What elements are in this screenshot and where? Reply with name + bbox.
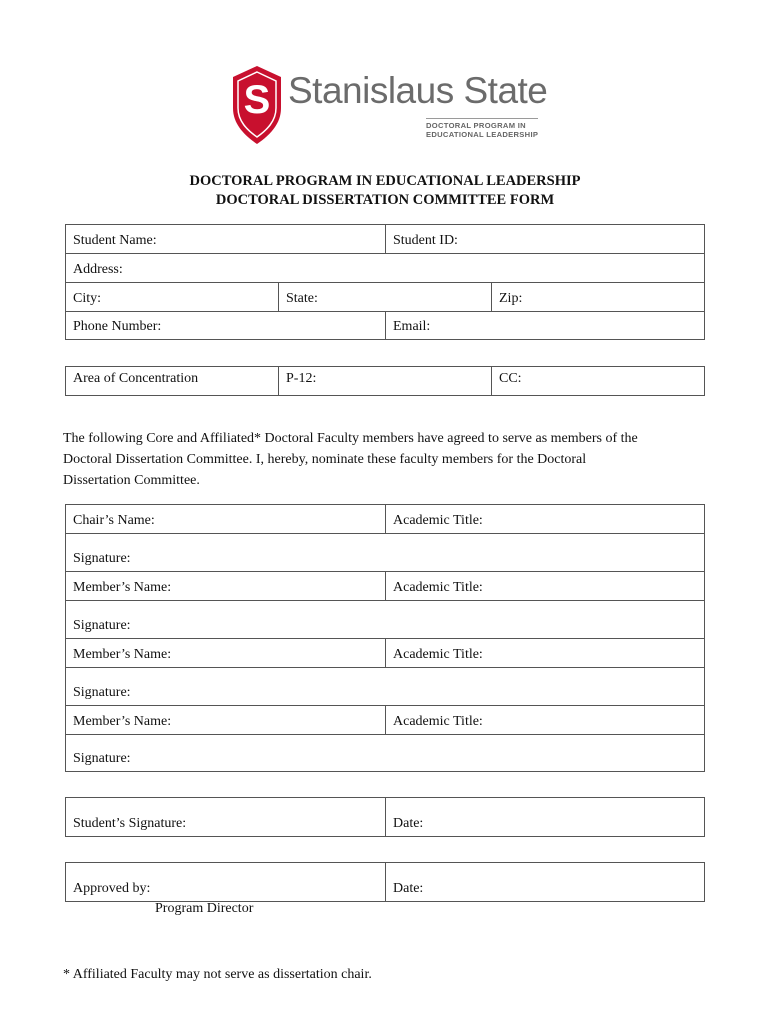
student-id-field[interactable]: Student ID: <box>386 225 704 253</box>
logo-subtitle <box>426 122 556 139</box>
logo-letter: S <box>243 78 271 122</box>
student-signature-field[interactable]: Student’s Signature: <box>66 798 386 836</box>
chair-signature-field[interactable]: Signature: <box>66 534 704 571</box>
state-field[interactable]: State: <box>279 283 492 311</box>
logo-subtitle-line2: EDUCATIONAL LEADERSHIP <box>426 129 539 139</box>
form-title <box>0 172 770 210</box>
address-field[interactable]: Address: <box>66 254 704 282</box>
student-signature-table <box>65 797 705 837</box>
approval-date-field[interactable]: Date: <box>386 863 704 901</box>
paragraph-line1: The following Core and Affiliated* Doctoral Faculty members have agreed to serve as members of the <box>63 431 638 446</box>
paragraph-line2: Doctoral Dissertation Committee. I, hereby, nominate these faculty members for the Doctoral <box>63 452 587 467</box>
city-field[interactable]: City: <box>66 283 279 311</box>
form-title-line2: DOCTORAL DISSERTATION COMMITTEE FORM <box>215 192 555 208</box>
member3-name-field[interactable]: Member’s Name: <box>66 706 386 734</box>
cc-field[interactable]: CC: <box>492 367 704 395</box>
paragraph-line3: Dissertation Committee. <box>63 473 200 488</box>
zip-field[interactable]: Zip: <box>492 283 704 311</box>
member2-signature-field[interactable]: Signature: <box>66 668 704 705</box>
form-title-line1: DOCTORAL PROGRAM IN EDUCATIONAL LEADERSHIP <box>189 173 581 189</box>
student-date-field[interactable]: Date: <box>386 798 704 836</box>
logo-subtitle-line1: DOCTORAL PROGRAM IN <box>426 121 526 130</box>
phone-field[interactable]: Phone Number: <box>66 312 386 339</box>
committee-signature-row <box>66 534 704 572</box>
committee-table <box>65 504 705 772</box>
program-director-label: Program Director <box>155 901 254 916</box>
p12-field[interactable]: P-12: <box>279 367 492 395</box>
approved-by-field[interactable]: Approved by: <box>66 863 386 901</box>
committee-signature-row <box>66 668 704 706</box>
chair-title-field[interactable]: Academic Title: <box>386 505 704 533</box>
committee-signature-row <box>66 735 704 771</box>
university-logo <box>230 64 550 146</box>
student-name-field[interactable]: Student Name: <box>66 225 386 253</box>
member3-title-field[interactable]: Academic Title: <box>386 706 704 734</box>
member1-title-field[interactable]: Academic Title: <box>386 572 704 600</box>
committee-name-row <box>66 706 704 735</box>
logo-name: Stanislaus State <box>288 70 548 111</box>
approval-table <box>65 862 705 902</box>
committee-signature-row <box>66 601 704 639</box>
committee-name-row <box>66 572 704 601</box>
committee-name-row <box>66 639 704 668</box>
committee-name-row <box>66 505 704 534</box>
chair-name-field[interactable]: Chair’s Name: <box>66 505 386 533</box>
logo-divider <box>426 118 538 119</box>
footnote: * Affiliated Faculty may not serve as dissertation chair. <box>63 967 372 982</box>
member2-title-field[interactable]: Academic Title: <box>386 639 704 667</box>
member3-signature-field[interactable]: Signature: <box>66 735 704 771</box>
member1-name-field[interactable]: Member’s Name: <box>66 572 386 600</box>
member2-name-field[interactable]: Member’s Name: <box>66 639 386 667</box>
concentration-label: Area of Concentration <box>66 367 279 395</box>
concentration-table <box>65 366 705 396</box>
email-field[interactable]: Email: <box>386 312 704 339</box>
nomination-paragraph <box>63 428 713 491</box>
student-info-table <box>65 224 705 340</box>
member1-signature-field[interactable]: Signature: <box>66 601 704 638</box>
